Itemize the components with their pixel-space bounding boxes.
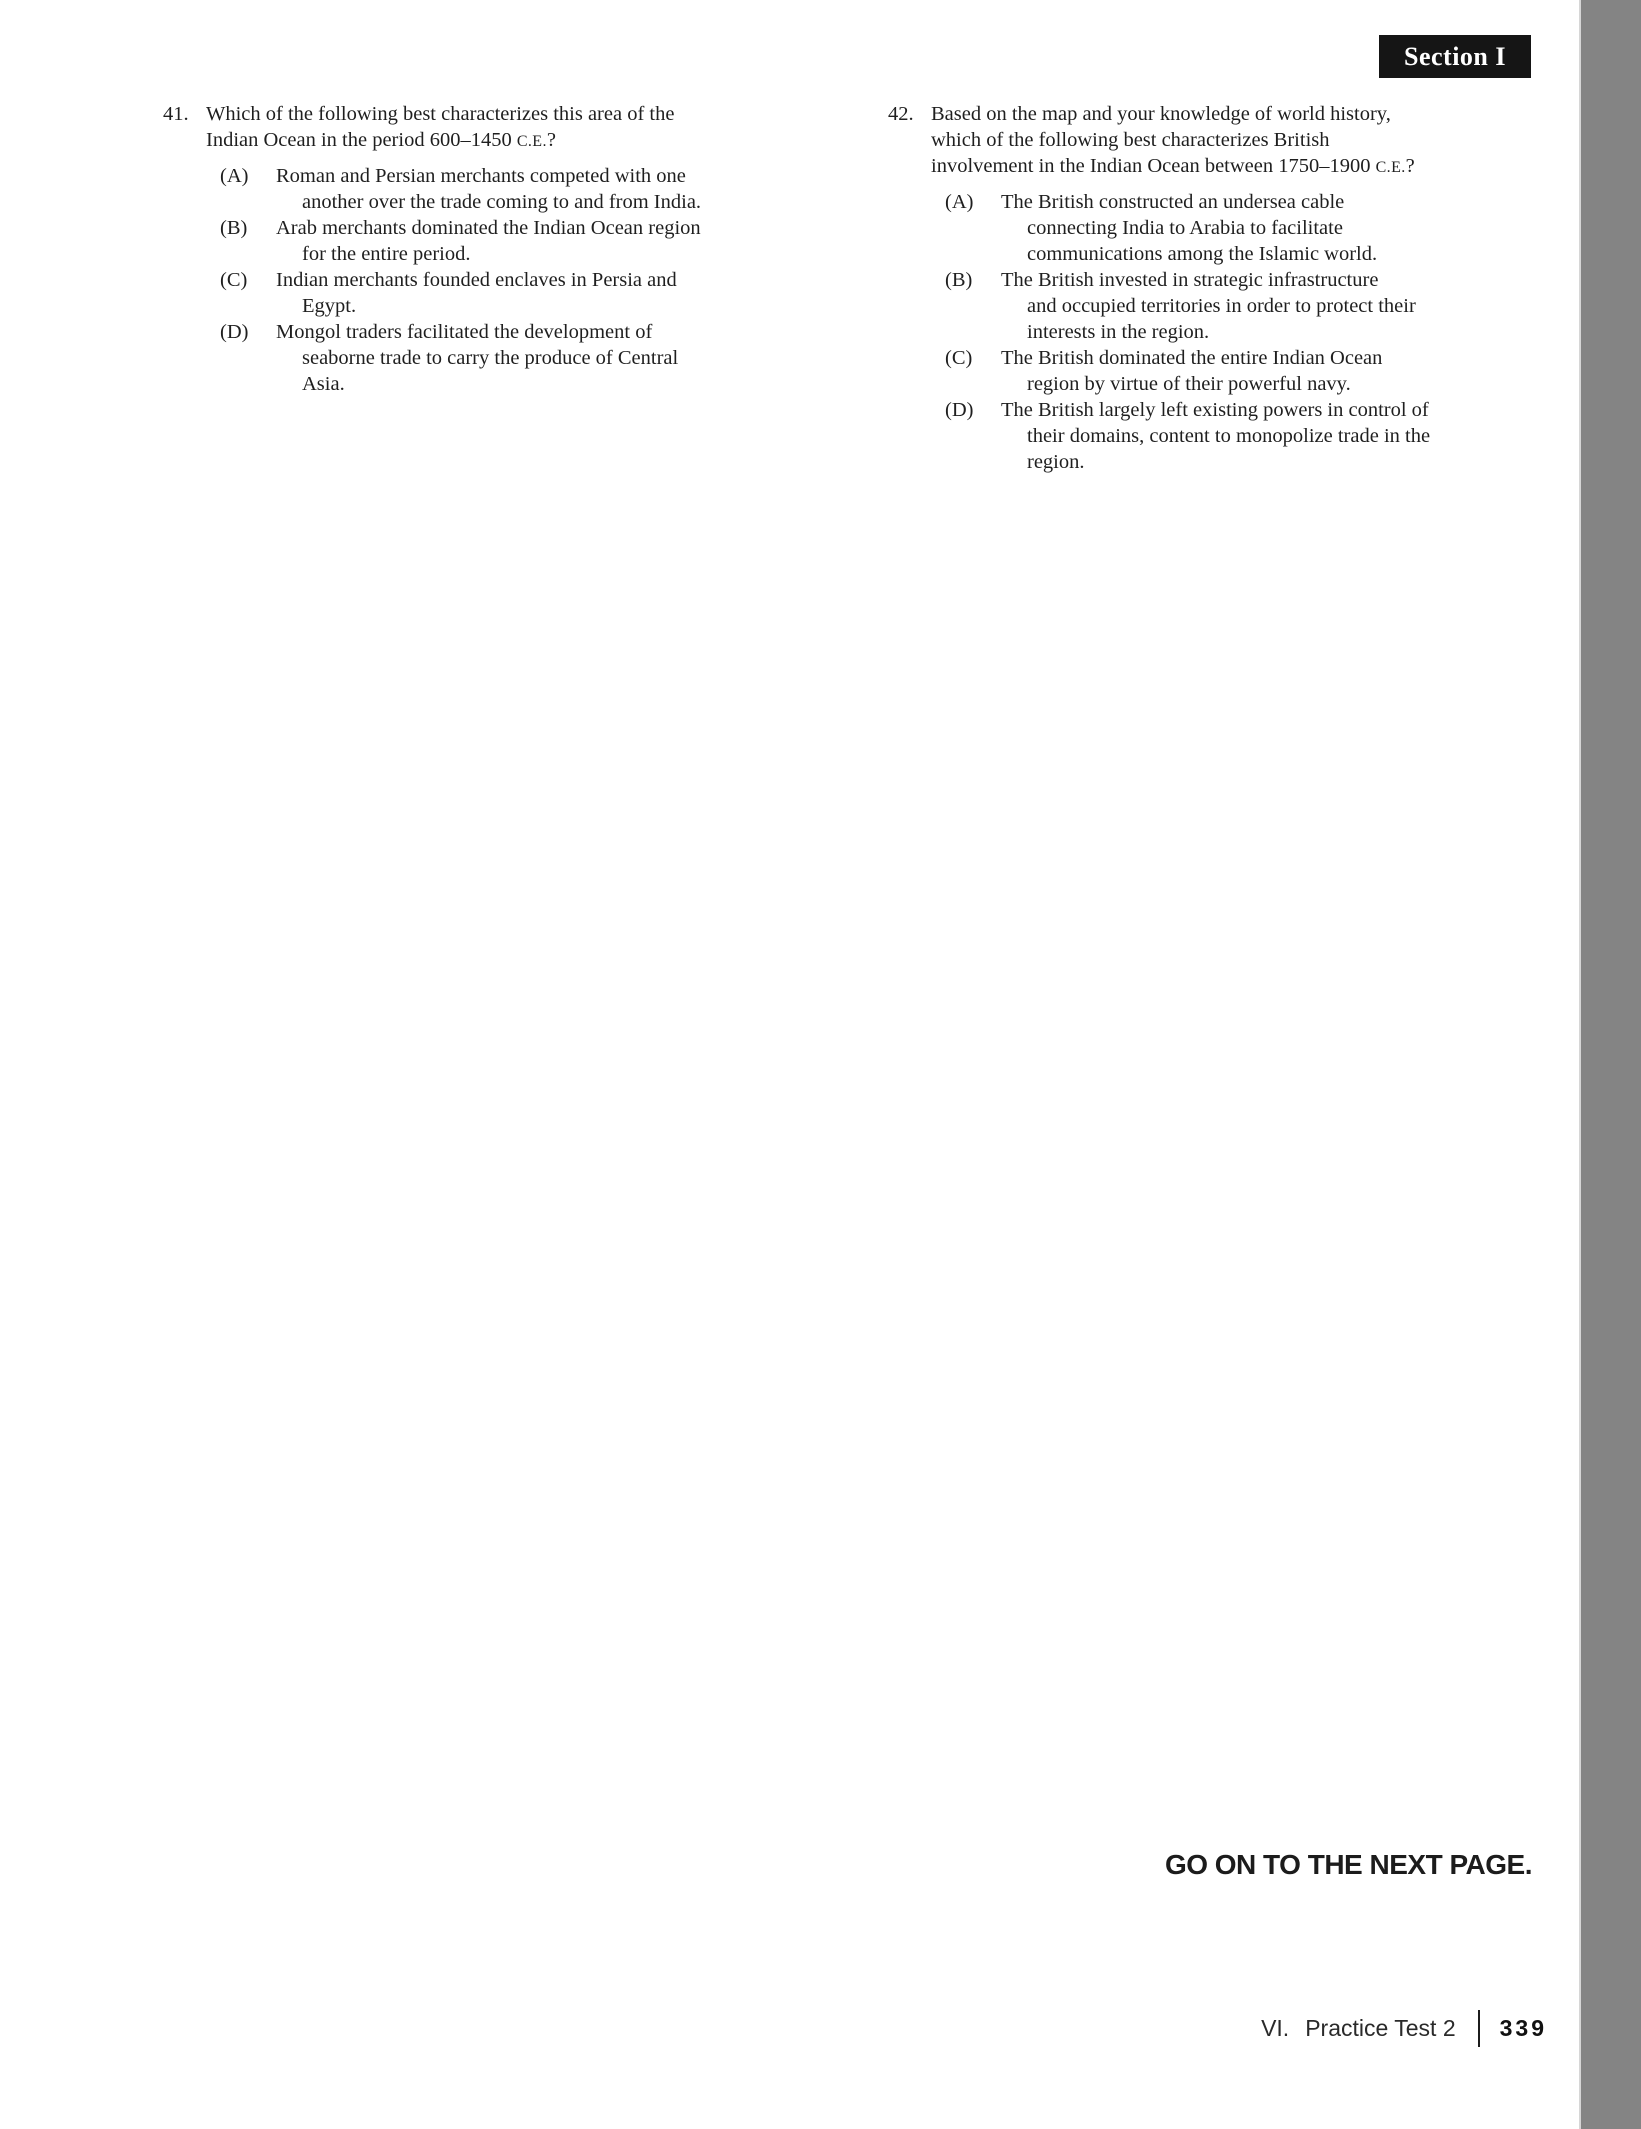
- question-42: [888, 101, 1430, 475]
- question-42-body: [931, 101, 1430, 475]
- question-41-stem-line-2: Indian Ocean in the period 600–1450 C.E.?: [206, 129, 556, 151]
- question-42-option-b-line-2: and occupied territories in order to protect their: [1027, 295, 1416, 317]
- question-41-option-c-label: (C): [220, 269, 248, 291]
- era-abbreviation: C.E.: [1375, 159, 1406, 176]
- question-42-option-a-line-2: connecting India to Arabia to facilitate: [1027, 217, 1343, 239]
- question-42-option-d-line-2: their domains, content to monopolize trade in the: [1027, 425, 1431, 447]
- question-41-option-d: [220, 319, 701, 397]
- footer-page-number: 339: [1499, 2014, 1547, 2041]
- question-41-option-d-label: (D): [220, 321, 249, 343]
- question-41-stem: [206, 101, 701, 155]
- question-41-stem-line-1: Which of the following best characterizes this area of the: [206, 103, 675, 125]
- question-42-stem: [931, 101, 1430, 181]
- question-42-option-b-text: [1001, 267, 1416, 345]
- go-on-instruction: GO ON TO THE NEXT PAGE.: [1164, 1849, 1532, 1880]
- question-41-option-a-line-1: Roman and Persian merchants competed with one: [276, 165, 686, 187]
- question-41-option-c-line-2: Egypt.: [302, 295, 357, 317]
- question-42-option-d: [945, 397, 1430, 475]
- question-41-number: 41.: [163, 103, 189, 125]
- footer-part-label: VI.: [1261, 2014, 1290, 2041]
- question-41-option-d-line-2: seaborne trade to carry the produce of Central: [302, 347, 679, 369]
- question-42-option-b-line-3: interests in the region.: [1027, 321, 1210, 343]
- section-badge: [1379, 35, 1531, 78]
- page-footer: [1261, 2008, 1547, 2048]
- footer-chapter-title: Practice Test 2: [1305, 2014, 1456, 2041]
- question-42-stem-line-3: involvement in the Indian Ocean between 1750–1900 C.E.?: [931, 155, 1415, 177]
- question-41-option-a-label: (A): [220, 165, 249, 187]
- question-42-option-b-label: (B): [945, 269, 973, 291]
- question-column-left: [163, 101, 701, 397]
- question-42-option-c-label: (C): [945, 347, 973, 369]
- question-41-option-a: [220, 163, 701, 215]
- question-42-option-c-line-2: region by virtue of their powerful navy.: [1027, 373, 1351, 395]
- page-edge-bar: [1579, 0, 1641, 2129]
- question-42-options: [931, 189, 1430, 475]
- question-42-option-d-line-3: region.: [1027, 451, 1085, 473]
- question-column-right: [888, 101, 1430, 475]
- question-41-option-d-line-1: Mongol traders facilitated the development of: [276, 321, 653, 343]
- era-abbreviation: C.E.: [516, 133, 547, 150]
- question-41-option-b-line-2: for the entire period.: [302, 243, 471, 265]
- question-41-option-b-line-1: Arab merchants dominated the Indian Ocean region: [276, 217, 701, 239]
- question-41-options: [206, 163, 701, 397]
- question-42-option-d-label: (D): [945, 399, 974, 421]
- question-41-option-d-line-3: Asia.: [302, 373, 345, 395]
- question-41-option-a-text: [276, 163, 701, 215]
- question-42-option-d-line-1: The British largely left existing powers in control of: [1001, 399, 1429, 421]
- section-badge-label: Section I: [1404, 41, 1506, 71]
- question-41-option-b-label: (B): [220, 217, 248, 239]
- question-42-stem-line-2: which of the following best characterizes British: [931, 129, 1330, 151]
- question-42-option-a-text: [1001, 189, 1377, 267]
- question-42-option-a-line-1: The British constructed an undersea cable: [1001, 191, 1345, 213]
- question-42-stem-line-1: Based on the map and your knowledge of world history,: [931, 103, 1391, 125]
- footer-divider: [1478, 2010, 1480, 2047]
- question-41-option-c-text: [276, 267, 677, 319]
- question-41-option-c: [220, 267, 701, 319]
- question-42-option-c: [945, 345, 1430, 397]
- question-41-option-b: [220, 215, 701, 267]
- question-42-option-c-line-1: The British dominated the entire Indian Ocean: [1001, 347, 1383, 369]
- question-41-body: [206, 101, 701, 397]
- question-41-option-c-line-1: Indian merchants founded enclaves in Persia and: [276, 269, 677, 291]
- question-41: [163, 101, 701, 397]
- question-42-option-b: [945, 267, 1430, 345]
- question-42-option-a-line-3: communications among the Islamic world.: [1027, 243, 1378, 265]
- question-42-option-b-line-1: The British invested in strategic infrastructure: [1001, 269, 1379, 291]
- question-42-option-c-text: [1001, 345, 1382, 397]
- question-41-option-b-text: [276, 215, 701, 267]
- question-42-option-a: [945, 189, 1430, 267]
- question-41-option-a-line-2: another over the trade coming to and from India.: [302, 191, 702, 213]
- question-42-number: 42.: [888, 103, 914, 125]
- question-41-option-d-text: [276, 319, 678, 397]
- question-42-option-a-label: (A): [945, 191, 974, 213]
- question-42-option-d-text: [1001, 397, 1430, 475]
